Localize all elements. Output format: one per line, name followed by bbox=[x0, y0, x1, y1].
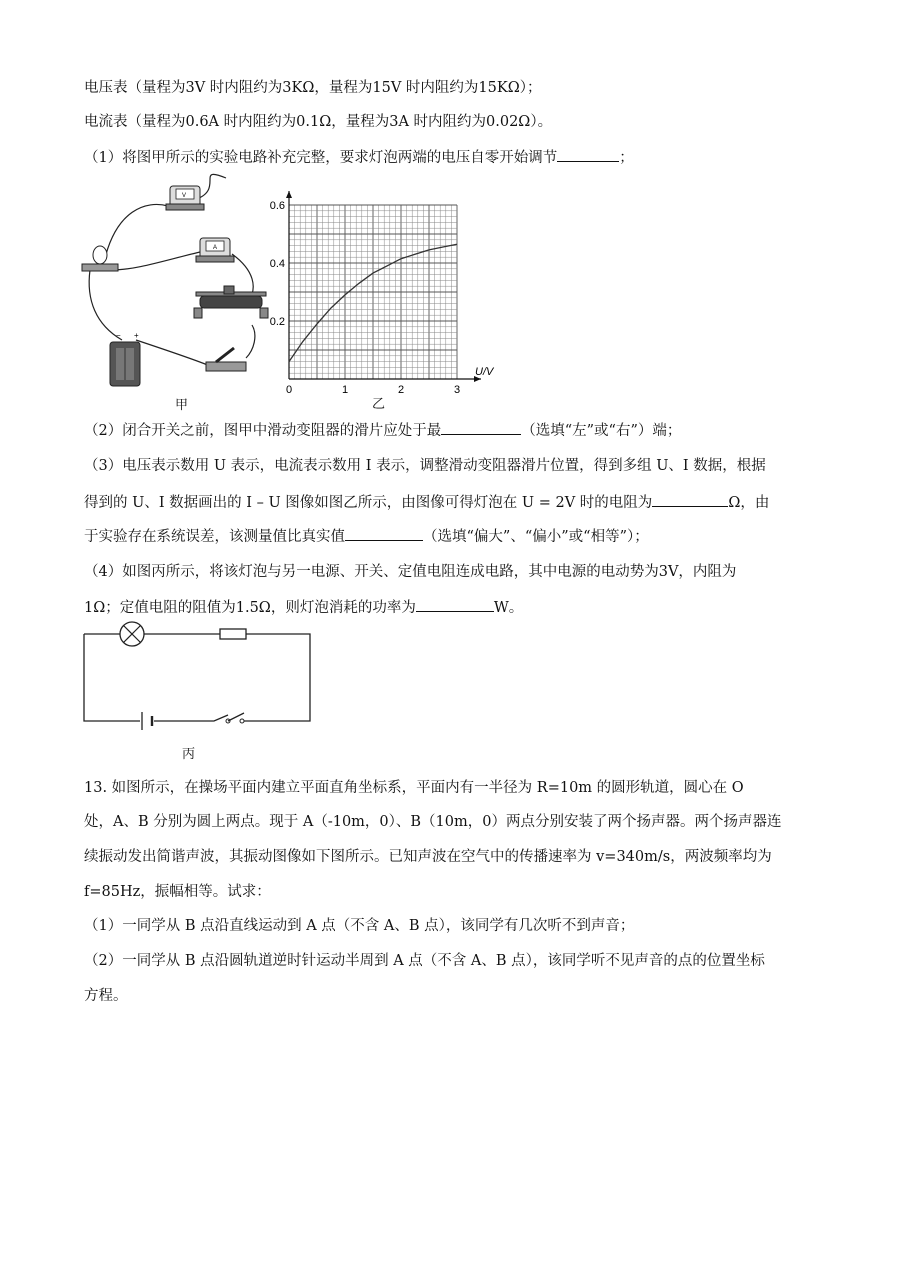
question-2-text: （2）闭合开关之前，图甲中滑动变阻器的滑片应处于最 bbox=[84, 423, 442, 439]
question-3-text-d: （选填“偏大”、“偏小”或“相等”）； bbox=[423, 529, 649, 545]
question-13-line-4: f=85Hz，振幅相等。试求： bbox=[84, 884, 271, 900]
answer-blank-3b[interactable] bbox=[345, 526, 423, 541]
answer-blank-1[interactable] bbox=[557, 147, 619, 162]
figure-yi-chart bbox=[268, 190, 508, 402]
switch-device bbox=[206, 348, 246, 371]
wire bbox=[112, 252, 200, 270]
y-tick-label: 0.2 bbox=[269, 316, 285, 328]
question-13-sub-2-end: 方程。 bbox=[84, 988, 128, 1004]
question-3-text-c: 于实验存在系统误差，该测量值比真实值 bbox=[84, 529, 345, 545]
figure-yi-label: 乙 bbox=[372, 397, 386, 412]
answer-blank-3a[interactable] bbox=[652, 492, 728, 507]
question-1-text: （1）将图甲所示的实验电路补充完整，要求灯泡两端的电压自零开始调节 bbox=[84, 150, 558, 166]
switch-symbol bbox=[226, 713, 244, 723]
question-1 bbox=[84, 147, 634, 168]
figure-bing-schematic bbox=[76, 620, 326, 730]
y-axis-arrow bbox=[286, 191, 292, 198]
question-13-line-2: 处，A、B 分别为圆上两点。现于 A（-10m，0）、B（10m，0）两点分别安装了两个扬声器。两个扬声器连 bbox=[84, 814, 782, 830]
x-tick-label: 2 bbox=[398, 384, 405, 396]
question-2 bbox=[84, 420, 681, 441]
x-tick-label: 3 bbox=[454, 384, 461, 396]
question-3-line-3 bbox=[84, 526, 649, 547]
battery-device bbox=[110, 331, 140, 386]
voltmeter-spec: 电压表（量程为3V 时内阻约为3KΩ，量程为15V 时内阻约为15KΩ）； bbox=[84, 80, 542, 96]
question-13-sub-2: （2）一同学从 B 点沿圆轨道逆时针运动半周到 A 点（不含 A、B 点），该同学听不见声音的点的位置坐标 bbox=[84, 953, 765, 969]
y-tick-label: 0.6 bbox=[269, 200, 285, 212]
svg-text:+: + bbox=[134, 331, 139, 340]
question-13-line-3: 续振动发出简谐声波，其振动图像如下图所示。已知声波在空气中的传播速率为 v=340m/s，两波频率均为 bbox=[84, 849, 772, 865]
question-4-text-b: W。 bbox=[493, 600, 524, 616]
question-13-line-1: 13. 如图所示，在操场平面内建立平面直角坐标系，平面内有一半径为 R=10m 的圆形轨道，圆心在 O bbox=[84, 780, 744, 796]
question-4-line-1: （4）如图丙所示，将该灯泡与另一电源、开关、定值电阻连成电路，其中电源的电动势为3V，内阻为 bbox=[84, 564, 737, 580]
figure-bing-label: 丙 bbox=[182, 747, 196, 762]
x-axis-label: U/V bbox=[475, 366, 494, 378]
question-13-sub-1: （1）一同学从 B 点沿直线运动到 A 点（不含 A、B 点），该同学有几次听不到声音； bbox=[84, 918, 635, 934]
x-tick-label: 1 bbox=[342, 384, 349, 396]
question-3-line-2 bbox=[84, 492, 769, 513]
wire bbox=[104, 204, 168, 262]
battery-symbol bbox=[142, 712, 152, 730]
question-4-text-a: 1Ω；定值电阻的阻值为1.5Ω，则灯泡消耗的功率为 bbox=[84, 600, 416, 616]
voltmeter-device bbox=[166, 186, 204, 210]
rheostat-device bbox=[194, 286, 268, 318]
question-3-line-1: （3）电压表示数用 U 表示，电流表示数用 I 表示，调整滑动变阻器滑片位置，得到多组 U、I 数据，根据 bbox=[84, 458, 766, 474]
question-2-end: （选填“左”或“右”）端； bbox=[521, 423, 682, 439]
x-tick-label: 0 bbox=[286, 384, 293, 396]
lamp-device bbox=[82, 246, 118, 271]
answer-blank-4[interactable] bbox=[416, 597, 494, 612]
figure-jia-label: 甲 bbox=[175, 398, 189, 413]
question-4-line-2 bbox=[84, 597, 523, 618]
wire bbox=[89, 270, 122, 340]
circuit-wire bbox=[84, 634, 310, 721]
figure-jia-circuit bbox=[76, 170, 276, 405]
ammeter-device bbox=[196, 238, 234, 262]
svg-text:−: − bbox=[116, 331, 121, 340]
lamp-symbol bbox=[120, 622, 144, 646]
resistor-symbol bbox=[220, 629, 246, 639]
svg-text:A: A bbox=[213, 245, 218, 251]
question-3-text-b: Ω，由 bbox=[728, 495, 770, 511]
ammeter-spec: 电流表（量程为0.6A 时内阻约为0.1Ω，量程为3A 时内阻约为0.02Ω）。 bbox=[84, 114, 553, 130]
wire bbox=[136, 340, 210, 366]
svg-text:V: V bbox=[182, 193, 187, 199]
question-1-end: ； bbox=[619, 150, 634, 166]
wire bbox=[246, 325, 255, 358]
y-tick-label: 0.4 bbox=[269, 258, 285, 270]
answer-blank-2[interactable] bbox=[441, 420, 521, 435]
question-3-text-a: 得到的 U、I 数据画出的 I – U 图像如图乙所示，由图像可得灯泡在 U = 2V 时的电阻为 bbox=[84, 495, 653, 511]
